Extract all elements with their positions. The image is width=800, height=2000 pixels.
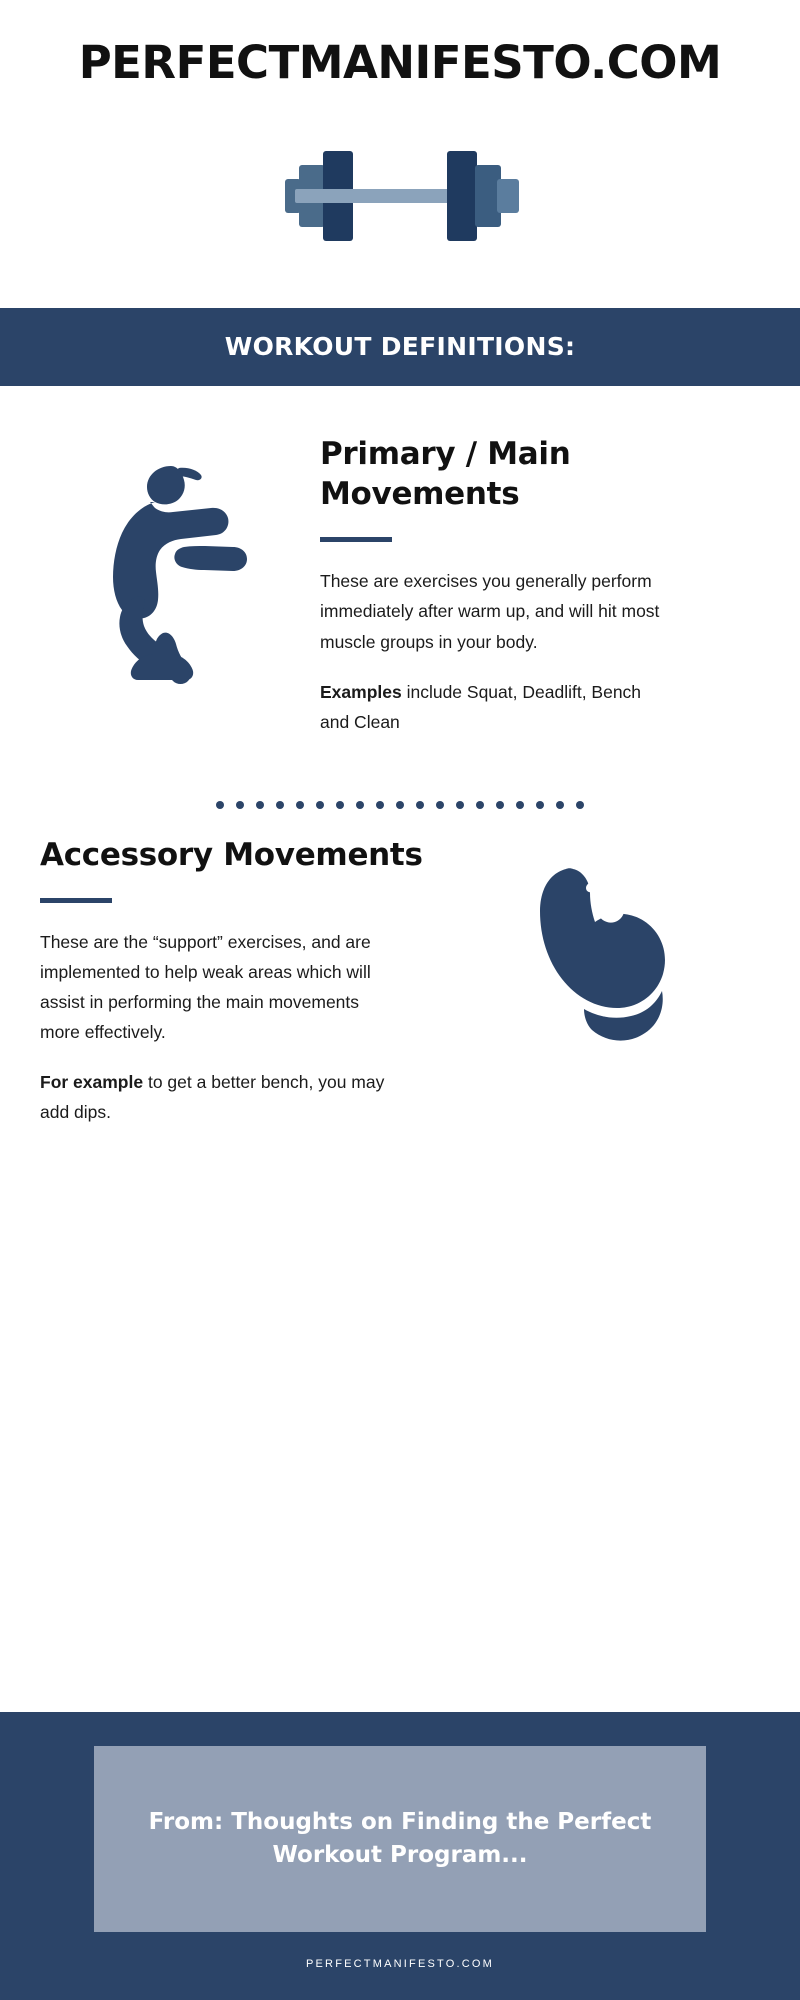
section-banner-label: WORKOUT DEFINITIONS: <box>224 332 576 361</box>
dumbbell-plate-right-outer <box>497 179 519 213</box>
accessory-title-rule <box>40 898 112 903</box>
section-banner <box>0 308 800 386</box>
primary-title-rule <box>320 537 392 542</box>
dumbbell-icon-wrap <box>0 136 800 256</box>
divider-dot <box>316 801 324 809</box>
divider-dot <box>496 801 504 809</box>
primary-paragraph-2-text: include Squat, Deadlift, Bench and Clean <box>320 681 642 732</box>
accessory-icon-column <box>480 835 760 1049</box>
accessory-paragraph-2 <box>40 1067 390 1127</box>
accessory-paragraph-2-lead: For example <box>40 1072 144 1093</box>
primary-paragraph-2 <box>320 677 670 737</box>
divider-dot <box>416 801 424 809</box>
dot-divider <box>0 801 800 809</box>
squatting-person-icon <box>85 458 275 688</box>
divider-dot <box>576 801 584 809</box>
section-primary <box>0 386 800 757</box>
primary-paragraph-2-lead: Examples <box>320 681 402 702</box>
accessory-section-title: Accessory Movements <box>40 836 423 873</box>
accessory-paragraph-1: These are the “support” exercises, and are implemented to help weak areas which will assist in performing the main movements more effectively. <box>40 931 371 1042</box>
divider-dot <box>376 801 384 809</box>
divider-dot <box>536 801 544 809</box>
divider-dot <box>256 801 264 809</box>
divider-dot <box>396 801 404 809</box>
dumbbell-icon <box>255 141 545 251</box>
primary-paragraph-1: These are exercises you generally perform immediately after warm up, and will hit most muscle groups in your body. <box>320 571 660 652</box>
divider-dot <box>296 801 304 809</box>
page-title: PERFECTMANIFESTO.COM <box>78 36 722 89</box>
divider-dot <box>476 801 484 809</box>
divider-dot <box>356 801 364 809</box>
divider-dot <box>456 801 464 809</box>
divider-dot <box>336 801 344 809</box>
header <box>0 0 800 88</box>
dumbbell-plate-right-inner <box>447 151 477 241</box>
divider-dot <box>516 801 524 809</box>
divider-dot <box>216 801 224 809</box>
accessory-paragraph-2-text: to get a better bench, you may add dips. <box>40 1072 385 1123</box>
footer-url: PERFECTMANIFESTO.COM <box>305 1958 495 1970</box>
primary-section-title: Primary / Main Movements <box>320 435 571 513</box>
divider-dot <box>436 801 444 809</box>
primary-icon-column <box>40 434 320 688</box>
accessory-text-column <box>40 835 480 1147</box>
section-accessory <box>0 809 800 1147</box>
divider-dot <box>276 801 284 809</box>
footer-source-card <box>94 1746 706 1932</box>
divider-dot <box>236 801 244 809</box>
footer <box>0 1712 800 2000</box>
footer-source-text: From: Thoughts on Finding the Perfect Workout Program... <box>148 1808 652 1868</box>
flexed-biceps-icon <box>530 859 710 1049</box>
divider-dot <box>556 801 564 809</box>
primary-text-column <box>320 434 760 757</box>
